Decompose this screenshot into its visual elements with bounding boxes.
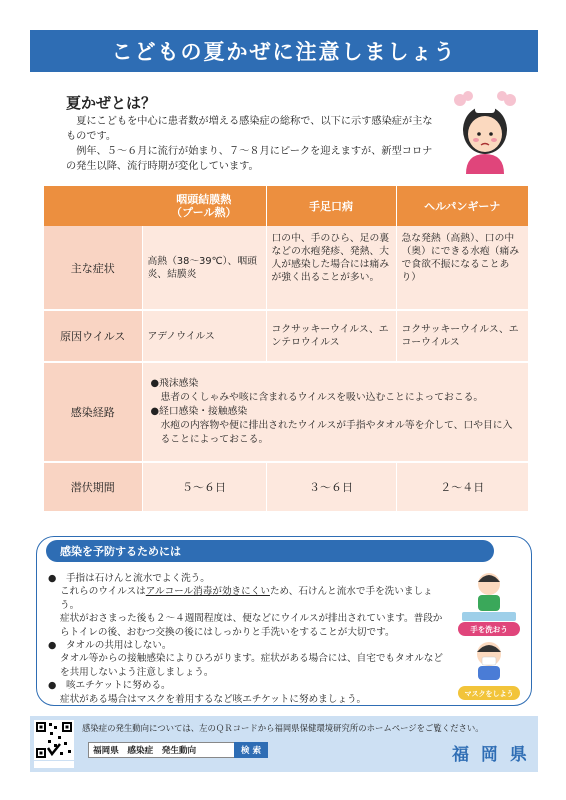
prevention-bullet-1: ● 手指は石けんと流水でよく洗う。 [48, 573, 210, 584]
table-row [44, 462, 528, 512]
table-cell: 高熱（38～39℃）、咽頭炎、結膜炎 [142, 226, 266, 310]
row-label: 原因ウイルス [44, 310, 142, 362]
prevention-bullet-2: ● タオルの共用はしない。 [48, 640, 172, 652]
about-heading: 夏かぜとは？ [66, 94, 157, 112]
prevention-heading: 感染を予防するためには [46, 540, 494, 562]
route-item-2-text: 水疱の内容物や便に排出されたウイルスが手指やタオル等を介して、口や目に入ることによっておこる。 [160, 420, 513, 445]
handwash-label: 手を洗おう [470, 625, 508, 634]
table-row [44, 362, 528, 462]
table-row [44, 310, 528, 362]
about-para-1: 夏にこどもを中心に患者数が増える感染症の総称で、以下に示す感染症が主なものです。 [66, 116, 433, 142]
table-cell: ５～６日 [142, 462, 266, 512]
col-header: 手足口病 [266, 186, 396, 226]
handwash-mask-illustration [454, 568, 524, 704]
symptom-table [44, 186, 528, 513]
table-cell: コクサッキーウイルス、エンテロウイルス [266, 310, 396, 362]
col-header-1-line2: （プール熱） [171, 206, 237, 219]
row-label: 主な症状 [44, 226, 142, 310]
prevention-text-1b: 症状がおさまった後も２～４週間程度は、便などにウイルスが排出されています。普段からトイレの後、おむつ交換の後にはしっかりと手洗いをすることが大切です。 [60, 613, 443, 638]
search-box[interactable]: 福岡県 感染症 発生動向 [88, 742, 256, 758]
prevention-text-3: 症状がある場合はマスクを着用するなど咳エチケットに努めましょう。 [60, 693, 367, 705]
qr-code-icon[interactable] [34, 720, 74, 768]
table-corner [44, 186, 142, 226]
underlined-text: アルコール消毒が効きにくい [145, 586, 270, 598]
col-header-1-line1: 咽頭結膜熱 [176, 193, 232, 206]
sick-girl-illustration [448, 88, 522, 174]
table-cell: アデノウイルス [142, 310, 266, 362]
about-text [66, 114, 436, 174]
text-segment: これらのウイルスは [60, 586, 146, 598]
route-item-1-title: ●飛沫感染 [150, 378, 199, 389]
page-title-banner [30, 30, 538, 72]
prevention-text [48, 572, 448, 706]
table-cell: 急な発熱（高熱）、口の中（奥）にできる水疱（痛みで食欲不振になることあり） [396, 226, 528, 310]
prevention-text-1a [48, 585, 448, 612]
table-cell: ２～４日 [396, 462, 528, 512]
prefecture-name: 福 岡 県 [452, 745, 530, 765]
route-cell [142, 362, 528, 462]
page-title: こどもの夏かぜに注意しましょう [111, 40, 457, 64]
table-header-row [44, 186, 528, 226]
route-item-1-text: 患者のくしゃみや咳に含まれるウイルスを吸い込むことによっておこる。 [160, 392, 484, 403]
table-row [44, 226, 528, 310]
search-button[interactable]: 検 索 [234, 742, 268, 758]
footer-note: 感染症の発生動向については、左のＱＲコードから福岡県保健環境研究所のホームページをご覧ください。 [82, 723, 484, 733]
text-segment: ため、石けんと流水で手を洗いましょう。 [60, 586, 433, 611]
route-item-2-title: ●経口感染・接触感染 [150, 406, 248, 417]
prevention-text-2: タオル等からの接触感染によりひろがります。症状がある場合には、自宅でもタオルなどを共用しないよう注意しましょう。 [60, 653, 443, 678]
mask-label: マスクをしよう [464, 690, 514, 698]
col-header [142, 186, 266, 226]
table-cell: ３～６日 [266, 462, 396, 512]
table-cell: 口の中、手のひら、足の裏などの水疱発疹、発熱、大人が感染した場合には痛みが強く出ることが多い。 [266, 226, 396, 310]
col-header: ヘルパンギーナ [396, 186, 528, 226]
prevention-bullet-3: ● 咳エチケットに努める。 [48, 680, 171, 692]
about-para-2: 例年、５～６月に流行が始まり、７～８月にピークを迎えますが、新型コロナの発生以降、流行時期が変化しています。 [66, 146, 433, 172]
row-label: 感染経路 [44, 362, 142, 462]
row-label: 潜伏期間 [44, 462, 142, 512]
table-cell: コクサッキーウイルス、エコーウイルス [396, 310, 528, 362]
